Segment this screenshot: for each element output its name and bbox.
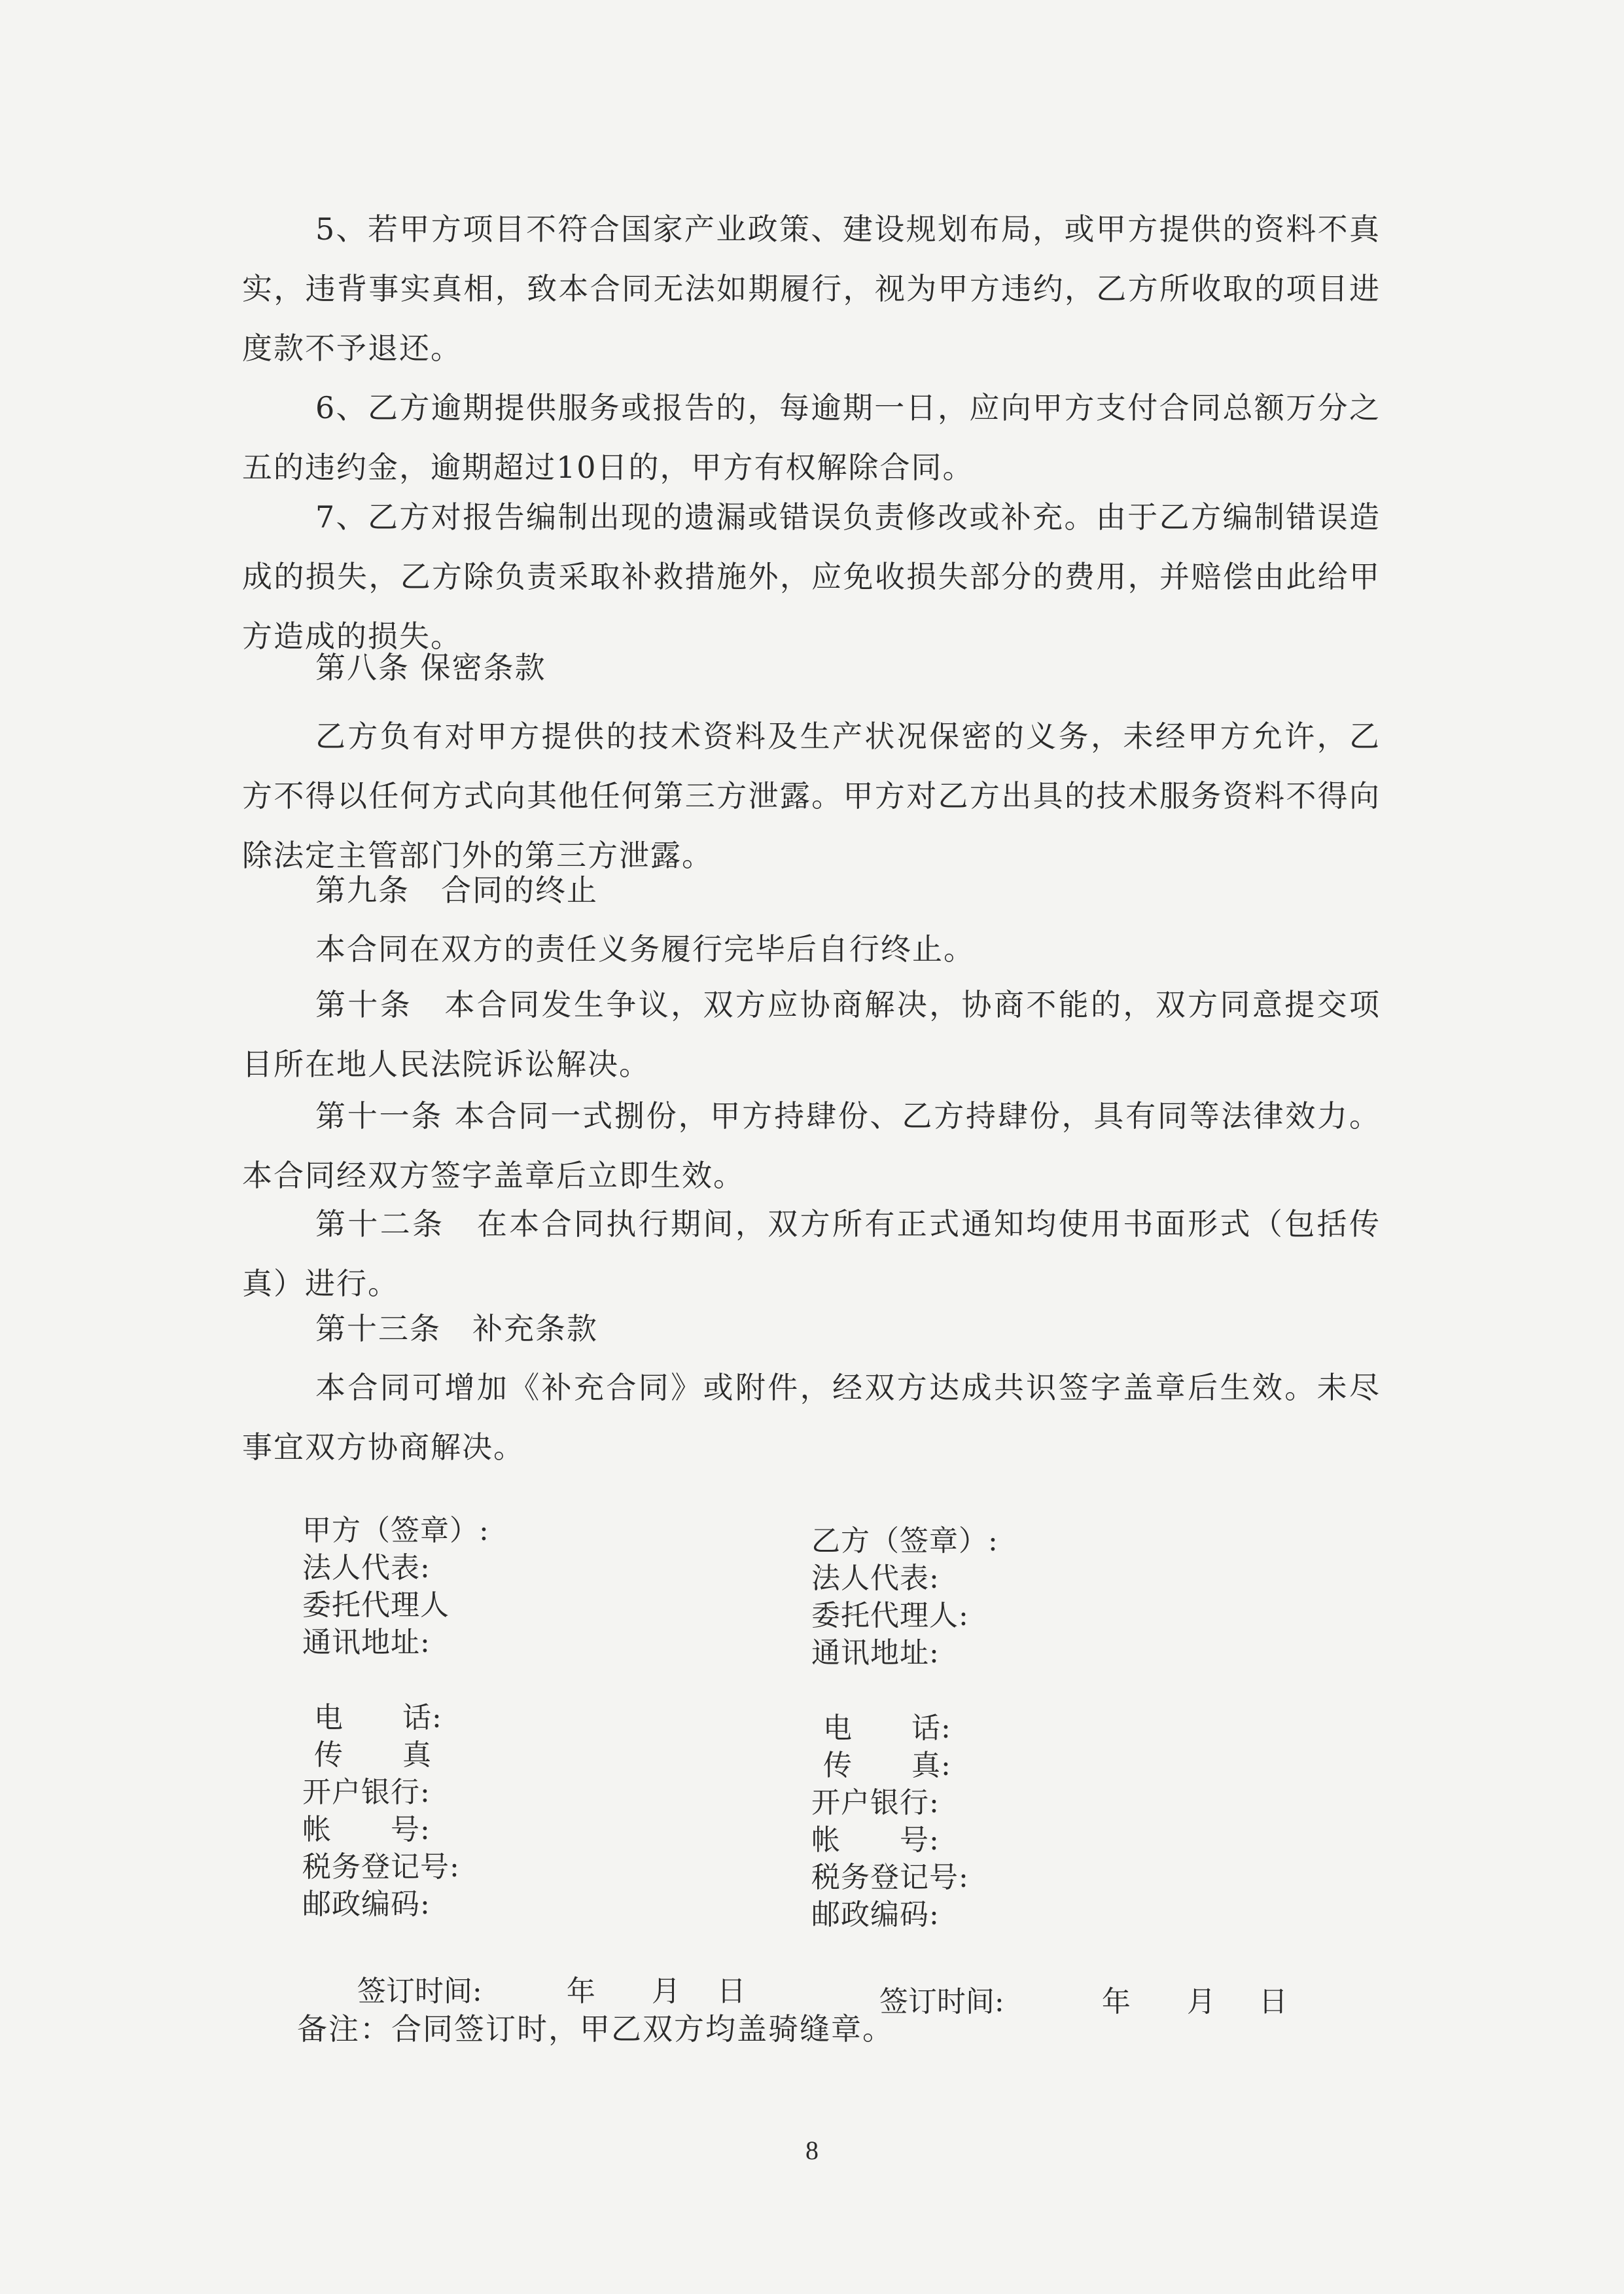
clause-5: 5、若甲方项目不符合国家产业政策、建设规划布局，或甲方提供的资料不真实，违背事实真相，致本合同无法如期履行，视为甲方违约，乙方所收取的项目进度款不予退还。	[242, 211, 1381, 366]
party-a-signature-block	[302, 1512, 826, 2008]
party-b-signature-block	[811, 1522, 1335, 2018]
party-a-bank: 开户银行:	[302, 1776, 431, 1809]
party-a-title: 甲方（签章）:	[302, 1514, 489, 1547]
party-a-day: 日	[716, 1975, 746, 2008]
article-10: 第十条 本合同发生争议，双方应协商解决，协商不能的，双方同意提交项目所在地人民法院诉讼解决。	[242, 987, 1381, 1082]
party-b-day: 日	[1258, 1985, 1288, 2018]
article-9-body: 本合同在双方的责任义务履行完毕后自行终止。	[315, 931, 975, 967]
party-a-sign-date-label: 签订时间:	[357, 1975, 482, 2008]
article-12: 第十二条 在本合同执行期间，双方所有正式通知均使用书面形式（包括传真）进行。	[242, 1206, 1381, 1301]
party-b-postal: 邮政编码:	[811, 1898, 940, 1931]
article-11: 第十一条 本合同一式捌份，甲方持肆份、乙方持肆份，具有同等法律效力。本合同经双方签字盖章后立即生效。	[242, 1098, 1381, 1193]
article-9-heading: 第九条 合同的终止	[315, 872, 598, 908]
party-a-month: 月	[651, 1975, 680, 2008]
party-b-sign-date-label: 签订时间:	[879, 1985, 1004, 2018]
remark-note: 备注：合同签订时，甲乙双方均盖骑缝章。	[297, 2011, 894, 2047]
article-8-heading: 第八条 保密条款	[315, 650, 546, 685]
party-a-phone: 电 话:	[314, 1701, 442, 1734]
party-a-fax: 传 真	[314, 1738, 432, 1772]
party-a-account: 帐 号:	[302, 1813, 431, 1846]
party-a-postal: 邮政编码:	[302, 1888, 431, 1921]
party-b-address: 通讯地址:	[811, 1636, 940, 1670]
party-b-sign-date	[811, 1933, 1335, 2018]
party-b-month: 月	[1186, 1985, 1216, 2018]
clause-7: 7、乙方对报告编制出现的遗漏或错误负责修改或补充。由于乙方编制错误造成的损失，乙方除负责采取补救措施外，应免收损失部分的费用，并赔偿由此给甲方造成的损失。	[242, 499, 1381, 654]
party-a-year: 年	[566, 1975, 595, 2008]
party-b-title: 乙方（签章）:	[811, 1524, 998, 1558]
clause-6: 6、乙方逾期提供服务或报告的，每逾期一日，应向甲方支付合同总额万分之五的违约金，逾期超过10日的，甲方有权解除合同。	[242, 390, 1381, 485]
party-b-phone: 电 话:	[823, 1712, 951, 1745]
article-13-body: 本合同可增加《补充合同》或附件，经双方达成共识签字盖章后生效。未尽事宜双方协商解决。	[242, 1370, 1381, 1465]
party-a-legal-rep: 法人代表:	[302, 1551, 431, 1585]
party-b-fax: 传 真:	[823, 1749, 951, 1782]
party-b-tax-reg: 税务登记号:	[811, 1861, 969, 1894]
article-13-heading: 第十三条 补充条款	[315, 1311, 598, 1346]
article-8-body: 乙方负有对甲方提供的技术资料及生产状况保密的义务，未经甲方允许，乙方不得以任何方式向其他任何第三方泄露。甲方对乙方出具的技术服务资料不得向除法定主管部门外的第三方泄露。	[242, 719, 1381, 873]
party-a-tax-reg: 税务登记号:	[302, 1850, 460, 1884]
party-b-legal-rep: 法人代表:	[811, 1562, 940, 1595]
party-a-sign-date	[302, 1923, 826, 2008]
party-b-bank: 开户银行:	[811, 1786, 940, 1819]
party-b-agent: 委托代理人:	[811, 1599, 969, 1632]
party-a-agent: 委托代理人	[302, 1588, 450, 1622]
party-b-account: 帐 号:	[811, 1823, 940, 1857]
page-number: 8	[805, 2136, 819, 2165]
party-b-year: 年	[1101, 1985, 1131, 2018]
party-a-address: 通讯地址:	[302, 1626, 431, 1659]
